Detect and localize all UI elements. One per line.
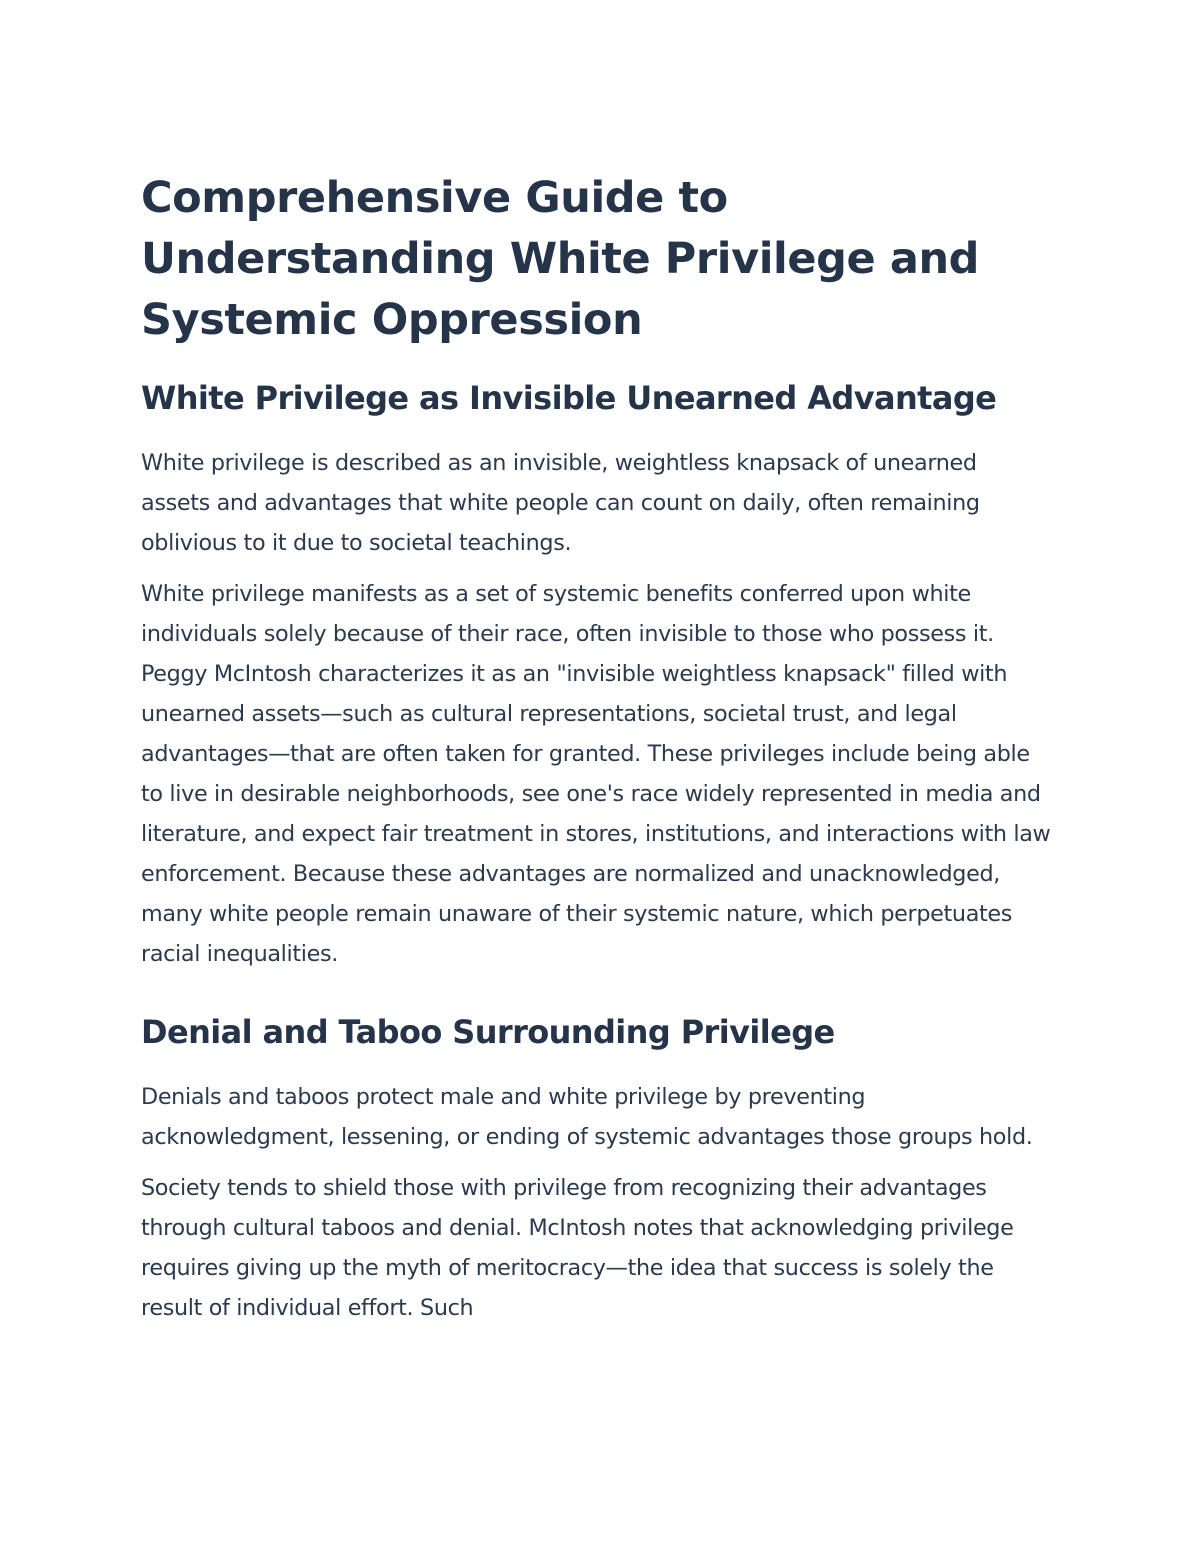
section-denial-taboo [141, 1012, 1051, 1328]
section-summary: White privilege is described as an invisible, weightless knapsack of unearned assets and advantages that white people can count on daily, often remaining oblivious to it due to societal teachings. [141, 450, 980, 556]
section-white-privilege [141, 378, 1051, 974]
document-title: Comprehensive Guide to Understanding White Privilege and Systemic Oppression [141, 173, 980, 345]
section-body: White privilege manifests as a set of systemic benefits conferred upon white individuals solely because of their race, often invisible to those who possess it. Peggy McIntosh characterizes it as an "invisible weightless knapsack" filled with unearned assets—such as cultural representations, societal trust, and legal advantages—that are often taken for granted. These privileges include being able to live in desirable neighborhoods, see one's race widely represented in media and literature, and expect fair treatment in stores, institutions, and interactions with law enforcement. Because these advantages are normalized and unacknowledged, many white people remain unaware of their systemic nature, which perpetuates racial inequalities. [141, 581, 1051, 967]
section-body: Society tends to shield those with privilege from recognizing their advantages through cultural taboos and denial. McIntosh notes that acknowledging privilege requires giving up the myth of meritocracy—the idea that success is solely the result of individual effort. Such [141, 1175, 1014, 1321]
section-summary: Denials and taboos protect male and white privilege by preventing acknowledgment, lessening, or ending of systemic advantages those groups hold. [141, 1084, 1033, 1150]
section-heading: Denial and Taboo Surrounding Privilege [141, 1013, 835, 1051]
section-heading: White Privilege as Invisible Unearned Advantage [141, 379, 997, 417]
document-page [141, 168, 1051, 1328]
